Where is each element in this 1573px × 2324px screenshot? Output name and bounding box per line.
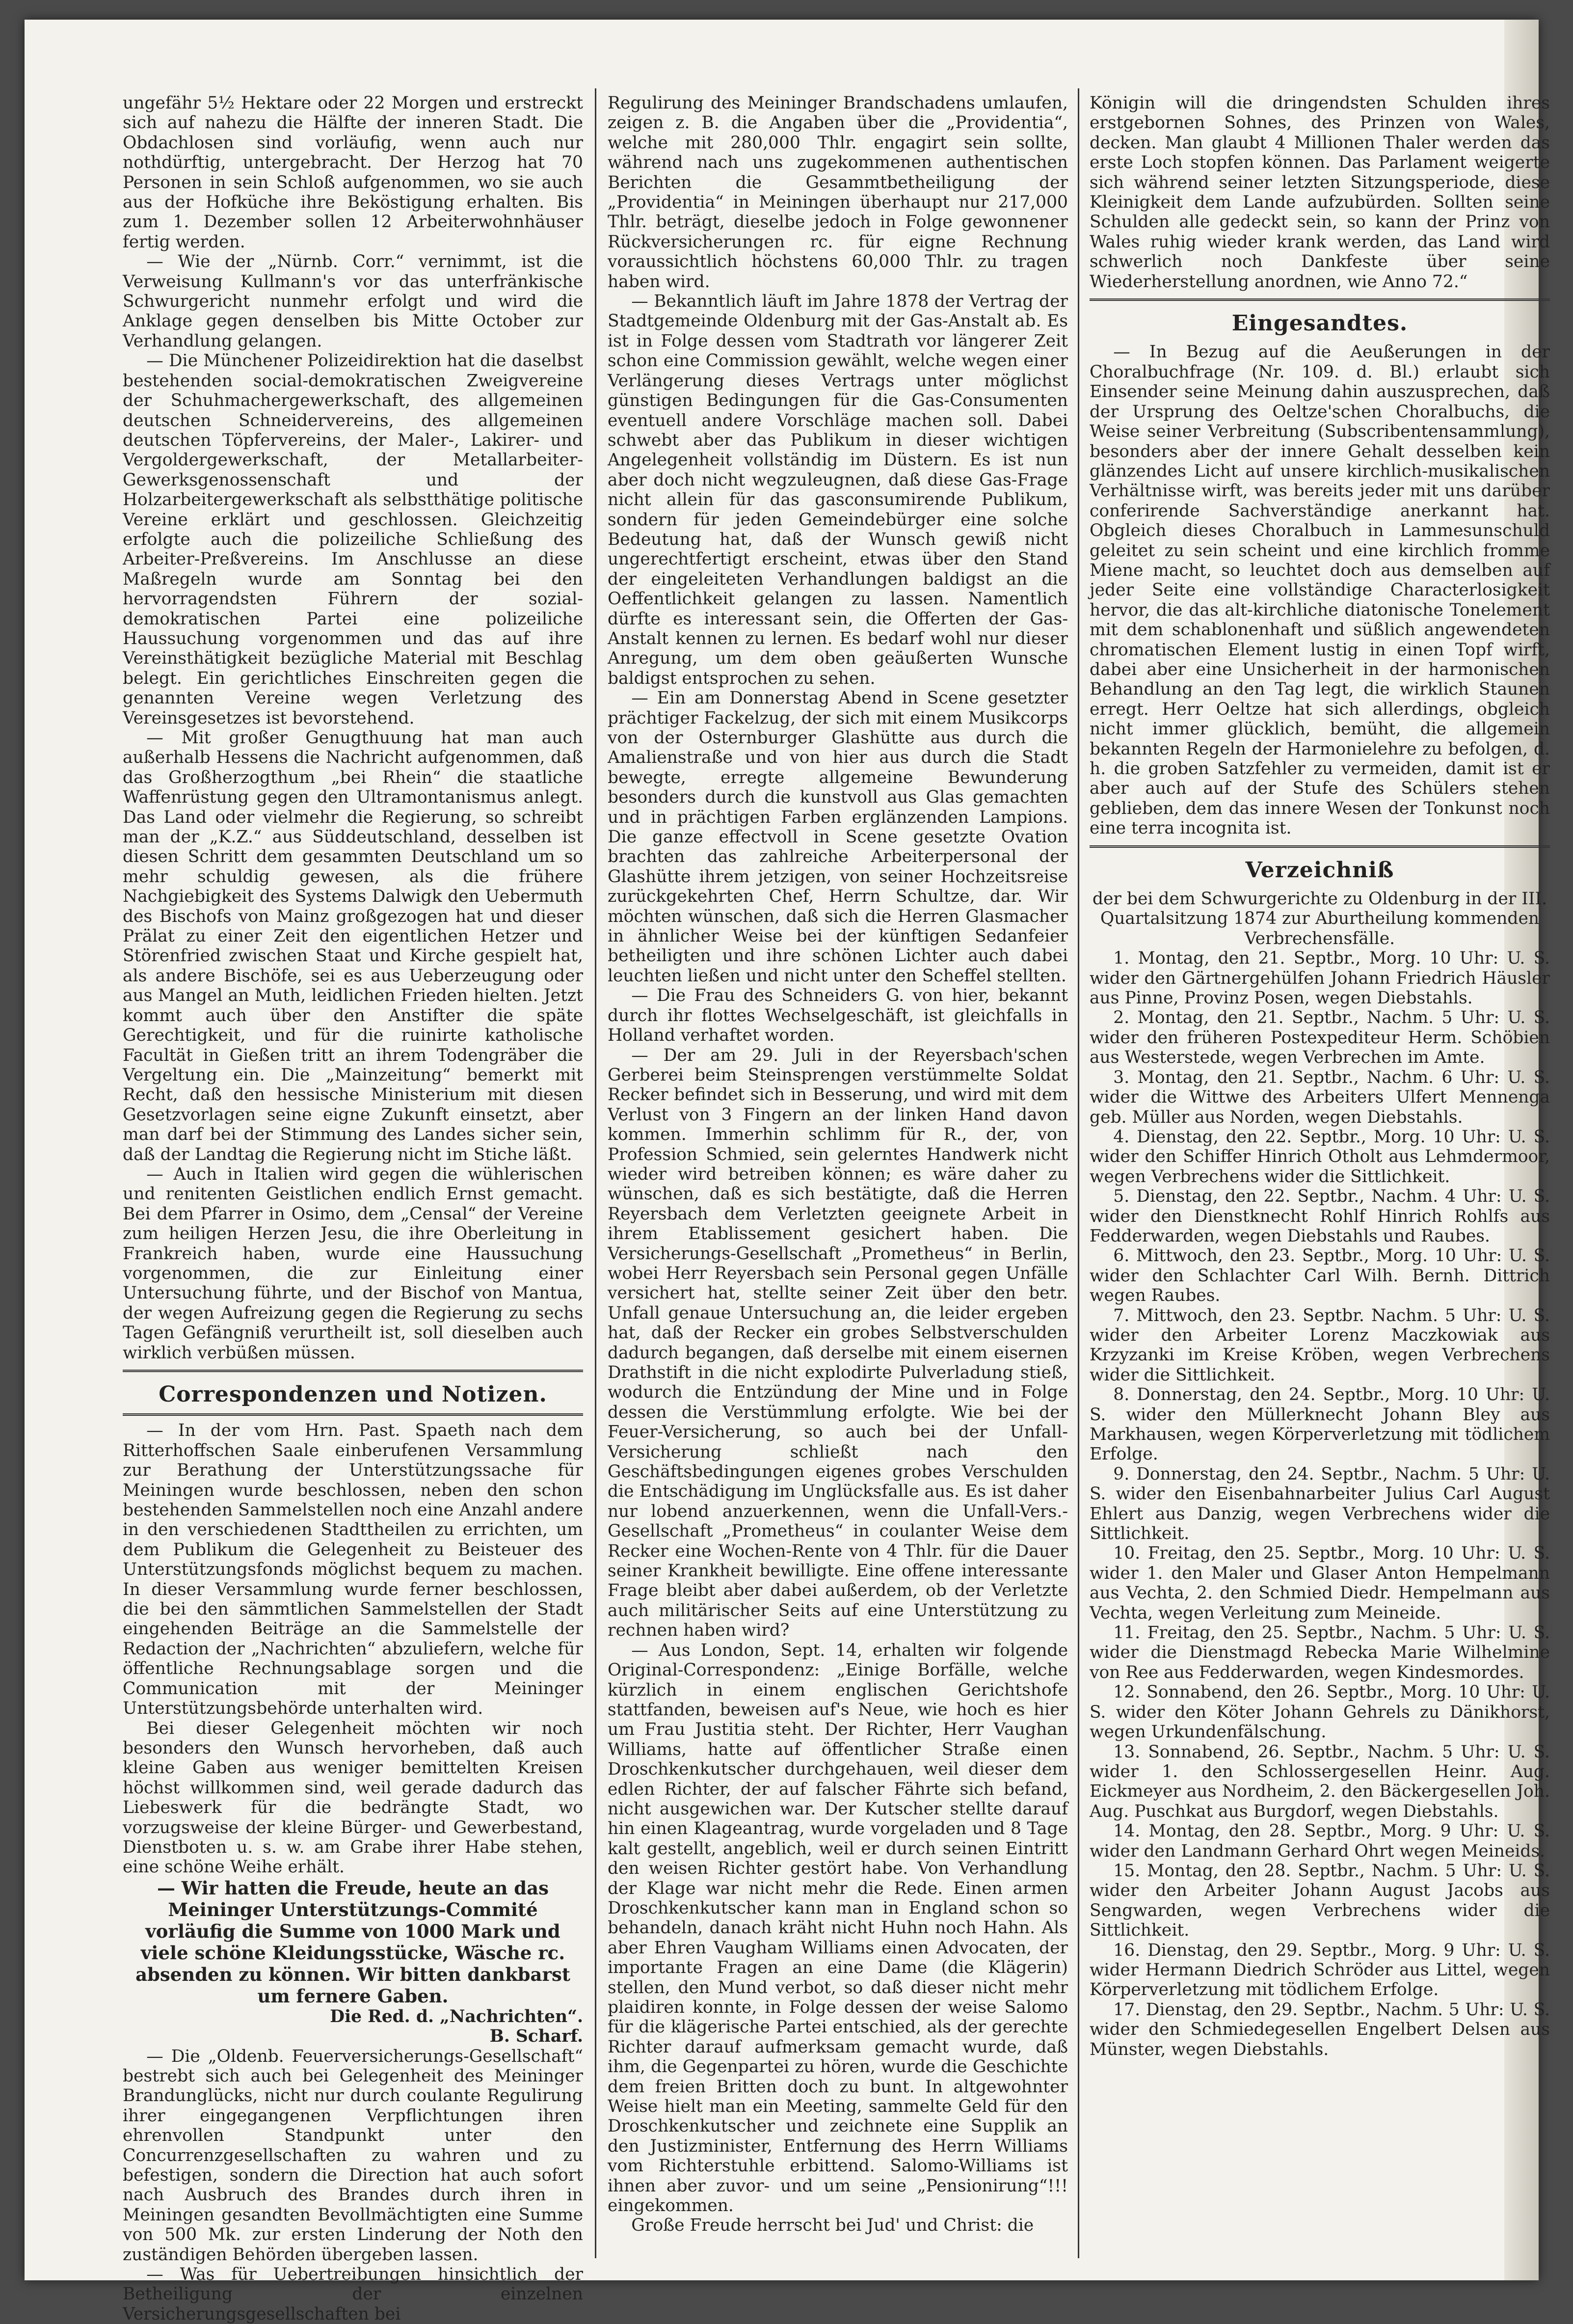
list-item: 7. Mittwoch, den 23. Septbr. Nachm. 5 Uhr: U. S. wider den Arbeiter Lorenz Maczkowiak aus Krzyzanki im Kreise Kröben, wegen Verbrechens wider die Sittlichkeit. (1090, 1305, 1550, 1385)
signature: Die Red. d. „Nachrichten“. (330, 2006, 583, 2027)
article-paragraph: — Was für Uebertreibungen hinsichtlich der Betheiligung der einzelnen Versicherungsgesellschaften bei (123, 2265, 583, 2324)
list-item: 14. Montag, den 28. Septbr., Morg. 9 Uhr: U. S. wider den Landmann Gerhard Ohrt wegen Meineids. (1090, 1821, 1550, 1861)
article-paragraph: ungefähr 5½ Hektare oder 22 Morgen und erstreckt sich auf nahezu die Hälfte der inneren Stadt. Die Obdachlosen sind vorläufig, wenn auch nur nothdürftig, untergebracht. Der Herzog hat 70 Personen in sein Schloß aufgenommen, wo sie auch aus der Hofküche ihre Beköstigung erhalten. Bis zum 1. Dezember sollen 12 Arbeiterwohnhäuser fertig werden. (123, 93, 583, 252)
section-heading: Eingesandtes. (1231, 311, 1408, 336)
list-item: 13. Sonnabend, 26. Septbr., Nachm. 5 Uhr: U. S. wider 1. den Schlossergesellen Heinr. Aug. Eickmeyer aus Nordheim, 2. den Bäckergesellen Joh. Aug. Puschkat aus Burgdorf, wegen Diebstahls. (1090, 1742, 1550, 1821)
article-paragraph: — Auch in Italien wird gegen die wühlerischen und renitenten Geistlichen endlich Ernst gemacht. Bei dem Pfarrer in Osimo, dem „Censal“ der Vereine zum heiligen Herzen Jesu, die ihre Oberleitung in Frankreich haben, wurde eine Haussuchung vorgenommen, die zur Einleitung einer Untersuchung führte, und der Bischof von Mantua, der wegen Aufreizung gegen die Regierung zu sechs Tagen Gefängniß verurtheilt ist, soll dieselben auch wirklich verbüßen müssen. (123, 1164, 583, 1363)
newspaper-page (25, 20, 1550, 2324)
list-item: 4. Dienstag, den 22. Septbr., Morg. 10 Uhr: U. S. wider den Schiffer Hinrich Otholt aus Lehmdermoor, wegen Verbrechens wider die Sittlichkeit. (1090, 1127, 1550, 1187)
list-item: 16. Dienstag, den 29. Septbr., Morg. 9 Uhr: U. S. wider Hermann Diedrich Schröder aus Littel, wegen Körperverletzung mit tödlichem Erfolge. (1090, 1940, 1550, 2000)
list-item: 6. Mittwoch, den 23. Septbr., Morg. 10 Uhr: U. S. wider den Schlachter Carl Wilh. Bernh. Dittrich wegen Raubes. (1090, 1246, 1550, 1306)
article-paragraph: Bei dieser Gelegenheit möchten wir noch besonders den Wunsch hervorheben, daß auch kleine Gaben aus weniger bemittelten Kreisen höchst willkommen sind, weil gerade dadurch das Liebeswerk für die bedrängte Stadt, wo vorzugsweise der kleine Bürger- und Gewerbestand, Dienstboten u. s. w. am Grabe ihrer Habe stehen, eine schöne Weihe erhält. (123, 1718, 583, 1877)
list-subtitle: der bei dem Schwurgerichte zu Oldenburg in der III. Quartalsitzung 1874 zur Aburtheilung kommenden Verbrechensfälle. (1092, 889, 1547, 948)
column-rule (1078, 88, 1079, 2258)
list-item: 5. Dienstag, den 22. Septbr., Nachm. 4 Uhr: U. S. wider den Dienstknecht Rohlf Hinrich Rohlfs aus Fedderwarden, wegen Diebstahls und Raubes. (1090, 1187, 1550, 1246)
list-item: 8. Donnerstag, den 24. Septbr., Morg. 10 Uhr: U. S. wider den Müllerknecht Johann Bley aus Markhausen, wegen Körperverletzung mit tödlichem Erfolge. (1090, 1385, 1550, 1464)
article-paragraph: Königin will die dringendsten Schulden ihres erstgebornen Sohnes, des Prinzen von Wales, decken. Man glaubt 4 Millionen Thaler werden das erste Loch stopfen können. Das Parlament weigerte sich während seiner letzten Sitzungsperiode, diese Kleinigkeit dem Lande aufzubürden. Sollten seine Schulden alle gedeckt sein, so kann der Prinz von Wales ruhig wieder krank werden, das Land wird schwerlich noch Dankfeste über seine Wiederherstellung anordnen, wie Anno 72.“ (1090, 93, 1550, 292)
article-paragraph: — Ein am Donnerstag Abend in Scene gesetzter prächtiger Fackelzug, der sich mit einem Musikcorps von der Osternburger Glashütte aus durch die Amalienstraße und von hier aus durch die Stadt bewegte, erregte allgemeine Bewunderung besonders durch die kunstvoll aus Glas gemachten und in prächtigen Farben erglänzenden Lampions. Die ganze effectvoll in Scene gesetzte Ovation brachten das zahlreiche Arbeiterpersonal der Glashütte ihrem jetzigen, von seiner Hochzeitsreise zurückgekehrten Chef, Herrn Schultze, dar. Wir möchten wünschen, daß sich die Herren Glasmacher in ähnlicher Weise bei der künftigen Sedanfeier betheiligten und ihre schönen Lichter auch dabei leuchten ließen und nicht unter den Scheffel stellten. (608, 688, 1068, 986)
article-paragraph: — Aus London, Sept. 14, erhalten wir folgende Original-Correspondenz: „Einige Borfälle, welche kürzlich in einem englischen Gerichtshofe stattfanden, beweisen auf's Neue, wie hoch es hier um Frau Justitia steht. Der Richter, Herr Vaughan Williams, hatte auf öffentlicher Straße einen Droschkenkutscher durchgehauen, weil dieser dem edlen Richter, der auf falscher Fährte sich befand, nicht ausgewichen war. Der Kutscher stellte darauf hin einen Klageantrag, wurde vorgeladen und 8 Tage kalt gestellt, angeblich, weil er durch seinen Eintritt den weisen Richter gestört habe. Von Verhandlung der Klage war nicht mehr die Rede. Einen armen Droschkenkutscher kann man in England schon so behandeln, danach kräht nicht Huhn noch Hahn. Als aber Ehren Vaugham Williams einen Advocaten, der importante Fragen an eine Dame (die Klägerin) stellen, den Mund verbot, so daß dieser nicht mehr plaidiren konnte, in Folge dessen der weise Salomo für die klägerische Partei entschied, als der gerechte Richter darauf aufmerksam gemacht wurde, daß ihm, die Gegenpartei zu hören, wurde die Geschichte dem freien Britten doch zu bunt. In altgewohnter Weise hielt man ein Meeting, sammelte Geld für den Droschkenkutscher und zeichnete eine Supplik an den Justizminister, Entfernung des Herrn Williams vom Richterstuhle erbittend. Salomo-Williams ist ihnen aber zuvor- und um seine „Pensionirung“!!! eingekommen. (608, 1640, 1068, 2216)
article-paragraph: — Die „Oldenb. Feuerversicherungs-Gesellschaft“ bestrebt sich auch bei Gelegenheit des Meininger Brandunglücks, nicht nur durch coulante Regulirung ihrer eingegangenen Verpflichtungen ihren ehrenvollen Standpunkt unter den Concurrenzgesellschaften zu wahren und zu befestigen, sondern die Direction hat auch sofort nach Ausbruch des Brandes durch ihren in Meiningen gesandten Bevollmächtigten eine Summe von 500 Mk. zur ersten Linderung der Noth den zuständigen Behörden übergeben lassen. (123, 2046, 583, 2265)
signature: B. Scharf. (489, 2027, 583, 2047)
list-item: 11. Freitag, den 25. Septbr., Nachm. 5 Uhr: U. S. wider die Dienstmagd Rebecka Marie Wilhelmine von Ree aus Fedderwarden, wegen Kindesmordes. (1090, 1623, 1550, 1682)
list-item: 17. Dienstag, den 29. Septbr., Nachm. 5 Uhr: U. S. wider den Schmiedegesellen Engelbert Delsen aus Münster, wegen Diebstahls. (1090, 2000, 1550, 2059)
section-divider (1090, 298, 1550, 301)
list-item: 15. Montag, den 28. Septbr., Nachm. 5 Uhr: U. S. wider den Arbeiter Johann August Jacobs aus Sengwarden, wegen Verbrechens wider die Sittlichkeit. (1090, 1861, 1550, 1941)
section-divider (1090, 845, 1550, 848)
column-3 (1090, 93, 1550, 2258)
article-paragraph: — Wie der „Nürnb. Corr.“ vernimmt, ist die Verweisung Kullmann's vor das unterfränkische Schwurgericht nunmehr erfolgt und wird die Anklage gegen denselben bis Mitte October zur Verhandlung gelangen. (123, 252, 583, 351)
court-case-list (1090, 948, 1550, 2059)
article-paragraph: — Bekanntlich läuft im Jahre 1878 der Vertrag der Stadtgemeinde Oldenburg mit der Gas-Anstalt ab. Es ist in Folge dessen vom Stadtrath vor längerer Zeit schon eine Commission gewählt, welche wegen einer Verlängerung dieses Vertrags unter möglichst günstigen Bedingungen für die Gas-Consumenten eventuell andere Vorschläge machen soll. Dabei schwebt aber das Publikum in dieser wichtigen Angelegenheit vollständig im Düstern. Es ist nun aber doch nicht wegzuleugnen, daß diese Gas-Frage nicht allein für das gasconsumirende Publikum, sondern für jeden Gemeindebürger eine solche Bedeutung hat, daß der Wunsch gewiß nicht ungerechtfertigt erscheint, etwas über den Stand der eingeleiteten Verhandlungen baldigst an die Oeffentlichkeit gelangen zu lassen. Namentlich dürfte es interessant sein, die Offerten der Gas-Anstalt kennen zu lernen. Es bedarf wohl nur dieser Anregung, um dem oben geäußerten Wunsche baldigst entsprochen zu sehen. (608, 292, 1068, 688)
article-paragraph: — In Bezug auf die Aeußerungen in der Choralbuchfrage (Nr. 109. d. Bl.) erlaubt sich Einsender seine Meinung dahin auszusprechen, daß der Ursprung des Oeltze'schen Choralbuchs, die Weise seiner Verbreitung (Subscribentensammlung), besonders aber der innere Gehalt desselben kein glänzendes Licht auf unsere kirchlich-musikalischen Verhältnisse wirft, was bereits jeder mit uns darüber conferirende Sachverständige anerkannt hat. Obgleich dieses Choralbuch in Lammesunschuld geleitet zu sein scheint und eine kirchlich fromme Miene macht, so leuchtet doch aus demselben auf jeder Seite eine vollständige Characterlosigkeit hervor, die das alt-kirchliche diatonische Tonelement mit dem schablonenhaft und süßlich angewendeten chromatischen Element lustig in einen Topf wirft, dabei aber eine Unsicherheit in der harmonischen Behandlung an den Tag legt, die wirklich Staunen erregt. Herr Oeltze hat sich allerdings, obgleich nicht immer glücklich, bemüht, die allgemein bekannten Regeln der Harmonielehre zu befolgen, d. h. die groben Satzfehler zu vermeiden, damit ist er aber auch auf der Stufe des Schülers stehen geblieben, dem das innere Wesen der Tonkunst noch eine terra incognita ist. (1090, 342, 1550, 838)
article-paragraph: Große Freude herrscht bei Jud' und Christ: die (631, 2216, 1034, 2236)
section-heading: Verzeichniß (1245, 857, 1394, 883)
article-paragraph: — In der vom Hrn. Past. Spaeth nach dem Ritterhoffschen Saale einberufenen Versammlung zur Berathung der Unterstützungssache für Meiningen wurde beschlossen, neben den schon bestehenden Sammelstellen noch eine Anzahl andere in den verschiedenen Stadttheilen zu errichten, um dem Publikum die Gelegenheit zu Beisteuer des Unterstützungsfonds möglichst bequem zu machen. In dieser Versammlung wurde ferner beschlossen, die bei den sämmtlichen Sammelstellen der Stadt eingehenden Beiträge an die Sammelstelle der Redaction der „Nachrichten“ abzuliefern, welche für öffentliche Rechnungsablage sorgen und die Communication mit der Meininger Unterstützungsbehörde unterhalten wird. (123, 1421, 583, 1719)
list-item: 3. Montag, den 21. Septbr., Nachm. 6 Uhr: U. S. wider die Wittwe des Arbeiters Ulfert Mennenga geb. Müller aus Norden, wegen Diebstahls. (1090, 1067, 1550, 1127)
list-item: 9. Donnerstag, den 24. Septbr., Nachm. 5 Uhr: U. S. wider den Eisenbahnarbeiter Julius Carl August Ehlert aus Danzig, wegen Verbrechens wider die Sittlichkeit. (1090, 1464, 1550, 1544)
appeal-notice: — Wir hatten die Freude, heute an das Meininger Unterstützungs-Commité vorläufig die Summe von 1000 Mark und viele schöne Kleidungsstücke, Wäsche rc. absenden zu können. Wir bitten dankbarst um fernere Gaben. (135, 1877, 570, 2007)
article-paragraph: Regulirung des Meininger Brandschadens umlaufen, zeigen z. B. die Angaben über die „Providentia“, welche mit 280,000 Thlr. engagirt sein sollte, während nach uns zugekommenen authentischen Berichten die Gesammtbetheiligung der „Providentia“ in Meiningen überhaupt nur 217,000 Thlr. beträgt, dieselbe jedoch in Folge gewonnener Rückversicherungen rc. für eigne Rechnung voraussichtlich höchstens 60,000 Thlr. zu tragen haben wird. (608, 93, 1068, 292)
list-item: 1. Montag, den 21. Septbr., Morg. 10 Uhr: U. S. wider den Gärtnergehülfen Johann Friedrich Häusler aus Pinne, Provinz Posen, wegen Diebstahls. (1090, 948, 1550, 1008)
article-paragraph: — Mit großer Genugthuung hat man auch außerhalb Hessens die Nachricht aufgenommen, daß das Großherzogthum „bei Rhein“ die staatliche Waffenrüstung gegen den Ultramontanismus anlegt. Das Land oder vielmehr die Regierung, so schreibt man der „K.Z.“ aus Süddeutschland, desselben ist diesen Schritt dem gesammten Deutschland um so mehr schuldig gewesen, als die frühere Nachgiebigkeit des Systems Dalwigk den Uebermuth des Bischofs von Mainz großgezogen hat und dieser Prälat zu einer Zeit den eigentlichen Hetzer und Störenfried zwischen Staat und Kirche gespielt hat, als andere Bischöfe, sei es aus Ueberzeugung oder aus Mangel an Muth, leidlichen Frieden hielten. Jetzt kommt auch über den Anstifter die späte Gerechtigkeit, und für die ruinirte katholische Facultät in Gießen tritt an ihrem Todengräber die Vergeltung ein. Die „Mainzeitung“ bemerkt mit Recht, daß den hessische Ministerium mit diesen Gesetzvorlagen seine eigne Zukunft einsetzt, aber man darf bei der Stimmung des Landes sicher sein, daß der Landtag die Regierung nicht im Stiche läßt. (123, 728, 583, 1164)
section-heading: Correspondenzen und Notizen. (159, 1382, 547, 1407)
column-rule (595, 88, 596, 2258)
list-item: 2. Montag, den 21. Septbr., Nachm. 5 Uhr: U. S. wider den früheren Postexpediteur Herm. Schöbien aus Westerstede, wegen Verbrechen im Amte. (1090, 1008, 1550, 1068)
column-1 (123, 93, 583, 2324)
column-2 (608, 93, 1068, 2258)
article-paragraph: — Die Münchener Polizeidirektion hat die daselbst bestehenden social-demokratischen Zweigvereine der Schuhmachergewerkschaft, des allgemeinen deutschen Schneidervereins, des allgemeinen deutschen Töpfervereins, der Maler-, Lakirer- und Vergoldergewerkschaft, der Metallarbeiter-Gewerksgenossenschaft und der Holzarbeitergewerkschaft als selbstthätige politische Vereine erklärt und geschlossen. Gleichzeitig erfolgte auch die polizeiliche Schließung des Arbeiter-Preßvereins. Im Anschlusse an diese Maßregeln wurde am Sonntag bei den hervorragendsten Führern der sozial-demokratischen Partei eine polizeiliche Haussuchung vorgenommen und das auf ihre Vereinsthätigkeit bezügliche Material mit Beschlag belegt. Ein gerichtliches Einschreiten gegen die genannten Vereine wegen Verletzung des Vereinsgesetzes ist bevorstehend. (123, 351, 583, 728)
section-divider (123, 1413, 583, 1416)
list-item: 12. Sonnabend, den 26. Septbr., Morg. 10 Uhr: U. S. wider den Köter Johann Gehrels zu Dänikhorst, wegen Urkundenfälschung. (1090, 1682, 1550, 1742)
article-paragraph: — Der am 29. Juli in der Reyersbach'schen Gerberei beim Steinsprengen verstümmelte Soldat Recker befindet sich in Besserung, und wird mit dem Verlust von 3 Fingern an der linken Hand davon kommen. Immerhin schlimm für R., der, von Profession Schmied, sein gelerntes Handwerk nicht wieder wird betreiben können; es wäre daher zu wünschen, daß es sich bestätigte, daß die Herren Reyersbach dem Verletzten geeignete Arbeit in ihrem Etablissement gesichert haben. Die Versicherungs-Gesellschaft „Prometheus“ in Berlin, wobei Herr Reyersbach sein Personal gegen Unfälle versichert hat, stellte seiner Zeit über den betr. Unfall genaue Untersuchung an, die leider ergeben hat, daß der Recker ein grobes Selbstverschulden dadurch begangen, daß derselbe mit einem eisernen Drathstift in die nicht explodirte Pulverladung stieß, wodurch die Entzündung der Mine und in Folge dessen die Verstümmlung erfolgte. Wie bei der Feuer-Versicherung, so auch bei der Unfall-Versicherung schließt nach den Geschäftsbedingungen eigenes grobes Verschulden die Entschädigung im Unglücksfalle aus. Es ist daher nur lobend anzuerkennen, wenn die Unfall-Vers.-Gesellschaft „Prometheus“ in coulanter Weise dem Recker eine Wochen-Rente von 4 Thlr. für die Dauer seiner Krankheit bewilligte. Eine offene interessante Frage bleibt aber dabei außerdem, ob der Verletzte auch militärischer Seits auf eine Unterstützung zu rechnen haben wird? (608, 1045, 1068, 1641)
list-item: 10. Freitag, den 25. Septbr., Morg. 10 Uhr: U. S. wider 1. den Maler und Glaser Anton Hempelmann aus Vechta, 2. den Schmied Diedr. Hempelmann aus Vechta, wegen Verleitung zum Meineide. (1090, 1543, 1550, 1623)
article-paragraph: — Die Frau des Schneiders G. von hier, bekannt durch ihr flottes Wechselgeschäft, ist gleichfalls in Holland verhaftet worden. (608, 986, 1068, 1046)
section-divider (123, 1370, 583, 1372)
